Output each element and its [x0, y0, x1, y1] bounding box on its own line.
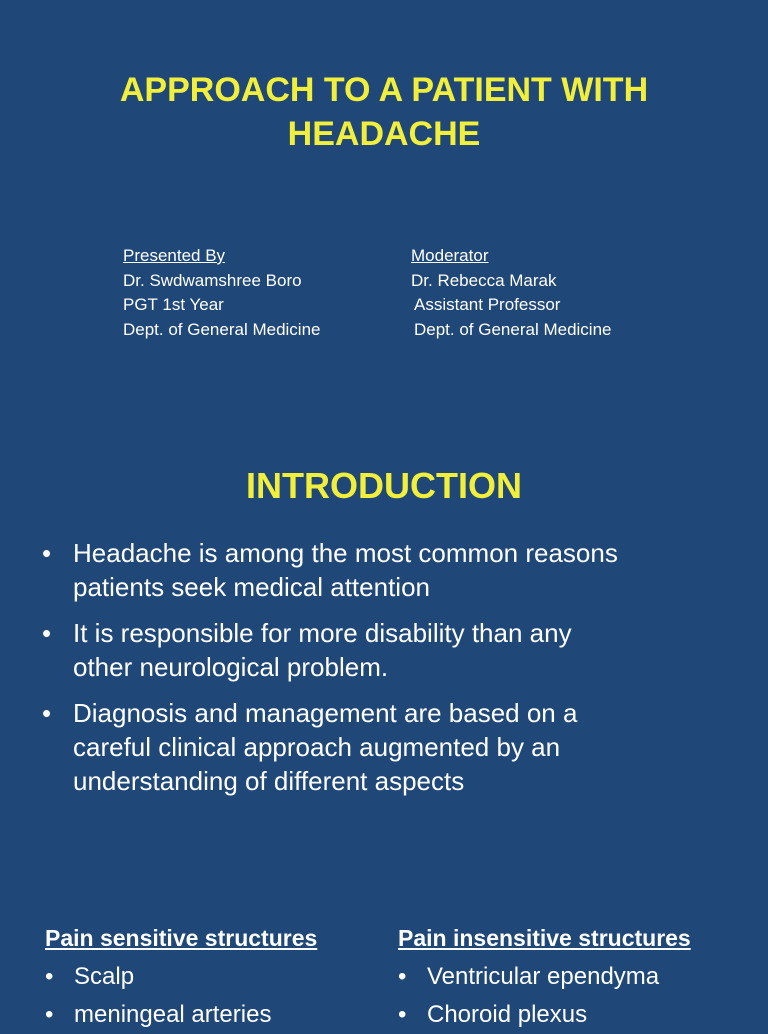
list-item: • Choroid plexus — [398, 996, 691, 1034]
bullet-line: Diagnosis and management are based on a — [73, 698, 578, 728]
bullet-line: Headache is among the most common reasons — [73, 538, 618, 568]
list-item — [42, 616, 732, 684]
presentation-title — [0, 68, 768, 156]
list-item — [42, 696, 732, 798]
presenter-name: Dr. Swdwamshree Boro — [123, 270, 302, 290]
bullet-line: careful clinical approach augmented by an — [73, 732, 561, 762]
list-item — [42, 536, 732, 604]
moderator-name: Dr. Rebecca Marak — [411, 270, 557, 290]
moderator-dept: Dept. of General Medicine — [414, 319, 612, 339]
list-item: • Ventricular ependyma — [398, 958, 691, 996]
presenter-block — [123, 244, 321, 342]
title-line-2: HEADACHE — [287, 115, 481, 153]
title-slide — [0, 62, 768, 362]
bullet-line: It is responsible for more disability than any — [73, 618, 572, 648]
introduction-bullets — [42, 536, 732, 810]
pain-sensitive-column — [45, 918, 317, 1034]
list-item: • Scalp — [45, 958, 317, 996]
title-line-1: APPROACH TO A PATIENT WITH — [119, 71, 649, 109]
bullet-line: understanding of different aspects — [73, 766, 465, 796]
bullet-line: other neurological problem. — [73, 652, 389, 682]
list-item: • meningeal arteries — [45, 996, 317, 1034]
moderator-block — [411, 244, 612, 342]
pain-sensitive-heading: Pain sensitive structures — [45, 925, 318, 951]
pain-insensitive-column — [398, 918, 691, 1034]
introduction-slide — [0, 458, 768, 818]
pain-structures-slide — [0, 918, 768, 1028]
moderator-heading: Moderator — [411, 246, 489, 265]
presenter-dept: Dept. of General Medicine — [123, 319, 321, 339]
moderator-role: Assistant Professor — [414, 295, 561, 314]
pain-sensitive-list — [45, 958, 317, 1034]
pain-insensitive-list — [398, 958, 691, 1034]
bullet-line: patients seek medical attention — [73, 572, 430, 602]
introduction-title: INTRODUCTION — [246, 465, 522, 506]
presenter-heading: Presented By — [123, 246, 226, 265]
presenter-role: PGT 1st Year — [123, 295, 224, 314]
pain-insensitive-heading: Pain insensitive structures — [398, 925, 691, 951]
